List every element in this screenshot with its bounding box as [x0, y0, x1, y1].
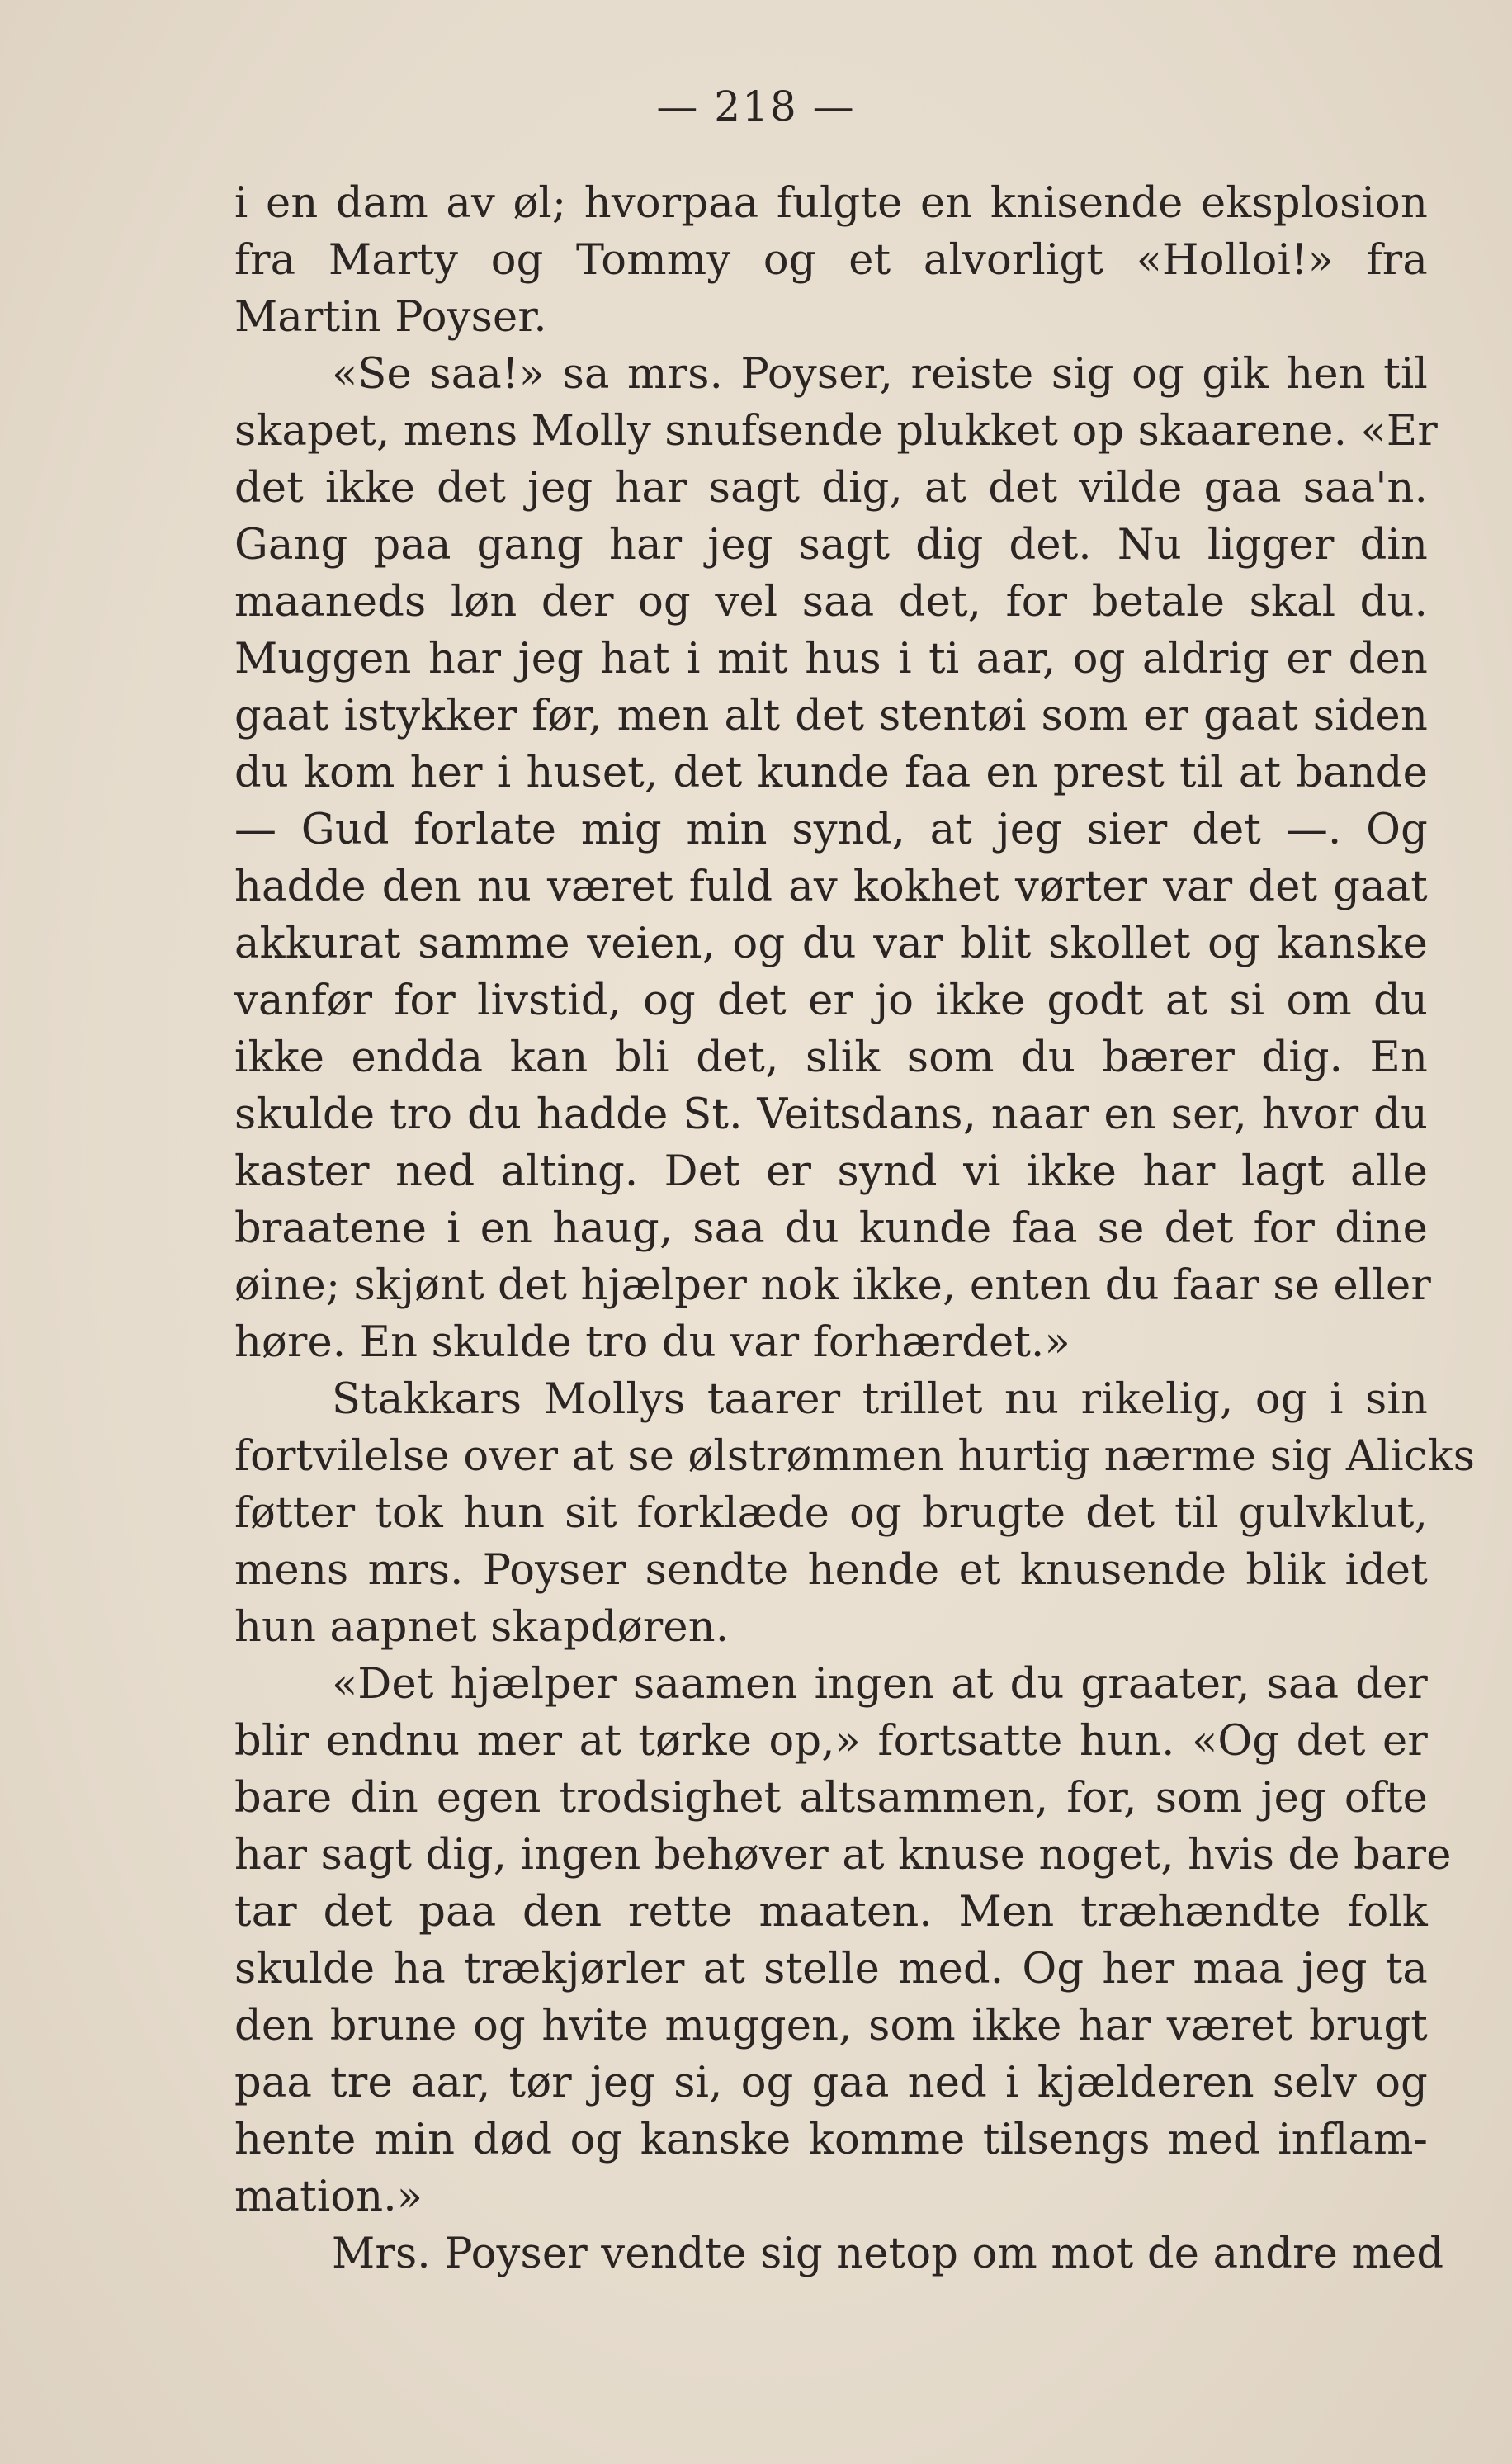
- text-line: skulde tro du hadde St. Veitsdans, naar en ser, hvor du: [234, 1090, 1428, 1139]
- text-line: ikke endda kan bli det, slik som du bærer dig. En: [234, 1033, 1428, 1082]
- text-line: «Det hjælper saamen ingen at du graater, saa der: [332, 1660, 1428, 1709]
- text-line: mation.»: [234, 2173, 423, 2221]
- text-line: høre. En skulde tro du var forhærdet.»: [234, 1318, 1070, 1367]
- text-line: blir endnu mer at tørke op,» fortsatte hun. «Og det er: [234, 1717, 1428, 1766]
- text-line: Stakkars Mollys taarer trillet nu rikelig, og i sin: [332, 1375, 1428, 1424]
- text-line: — Gud forlate mig min synd, at jeg sier det —. Og: [234, 806, 1428, 854]
- text-line: i en dam av øl; hvorpaa fulgte en knisende eksplosion: [234, 179, 1428, 228]
- text-line: paa tre aar, tør jeg si, og gaa ned i kjælderen selv og: [234, 2059, 1428, 2107]
- text-line: braatene i en haug, saa du kunde faa se det for dine: [234, 1204, 1428, 1253]
- text-line: du kom her i huset, det kunde faa en prest til at bande: [234, 749, 1428, 797]
- text-line: vanfør for livstid, og det er jo ikke godt at si om du: [234, 977, 1428, 1025]
- text-line: Mrs. Poyser vendte sig netop om mot de andre med: [332, 2230, 1444, 2278]
- text-line: det ikke det jeg har sagt dig, at det vilde gaa saa'n.: [234, 464, 1428, 513]
- text-line: gaat istykker før, men alt det stentøi som er gaat siden: [234, 692, 1428, 740]
- text-line: mens mrs. Poyser sendte hende et knusende blik idet: [234, 1546, 1428, 1595]
- text-line: hun aapnet skapdøren.: [234, 1603, 730, 1652]
- text-line: skulde ha trækjørler at stelle med. Og her maa jeg ta: [234, 1945, 1428, 1993]
- text-line: føtter tok hun sit forklæde og brugte det til gulvklut,: [234, 1489, 1428, 1538]
- text-line: akkurat samme veien, og du var blit skollet og kanske: [234, 920, 1428, 968]
- text-line: øine; skjønt det hjælper nok ikke, enten du faar se eller: [234, 1261, 1431, 1310]
- text-line: har sagt dig, ingen behøver at knuse noget, hvis de bare: [234, 1831, 1452, 1880]
- text-line: maaneds løn der og vel saa det, for betale skal du.: [234, 578, 1428, 627]
- text-line: bare din egen trodsighet altsammen, for, som jeg ofte: [234, 1774, 1428, 1823]
- text-line: hente min død og kanske komme tilsengs med inflam-: [234, 2116, 1428, 2164]
- text-line: kaster ned alting. Det er synd vi ikke har lagt alle: [234, 1147, 1428, 1196]
- text-line: Gang paa gang har jeg sagt dig det. Nu ligger din: [234, 521, 1428, 570]
- text-line: tar det paa den rette maaten. Men træhændte folk: [234, 1888, 1428, 1937]
- text-line: den brune og hvite muggen, som ikke har været brugt: [234, 2002, 1428, 2050]
- text-line: Martin Poyser.: [234, 293, 547, 342]
- text-line: hadde den nu været fuld av kokhet vørter var det gaat: [234, 863, 1428, 911]
- text-line: skapet, mens Molly snufsende plukket op skaarene. «Er: [234, 407, 1438, 456]
- text-line: «Se saa!» sa mrs. Poyser, reiste sig og gik hen til: [332, 350, 1428, 399]
- text-line: fortvilelse over at se ølstrømmen hurtig nærme sig Alicks: [234, 1432, 1476, 1481]
- text-line: Muggen har jeg hat i mit hus i ti aar, og aldrig er den: [234, 635, 1428, 683]
- text-line: fra Marty og Tommy og et alvorligt «Holloi!» fra: [234, 236, 1428, 285]
- page-number-header: — 218 —: [656, 83, 856, 130]
- body-text: [234, 175, 1476, 2282]
